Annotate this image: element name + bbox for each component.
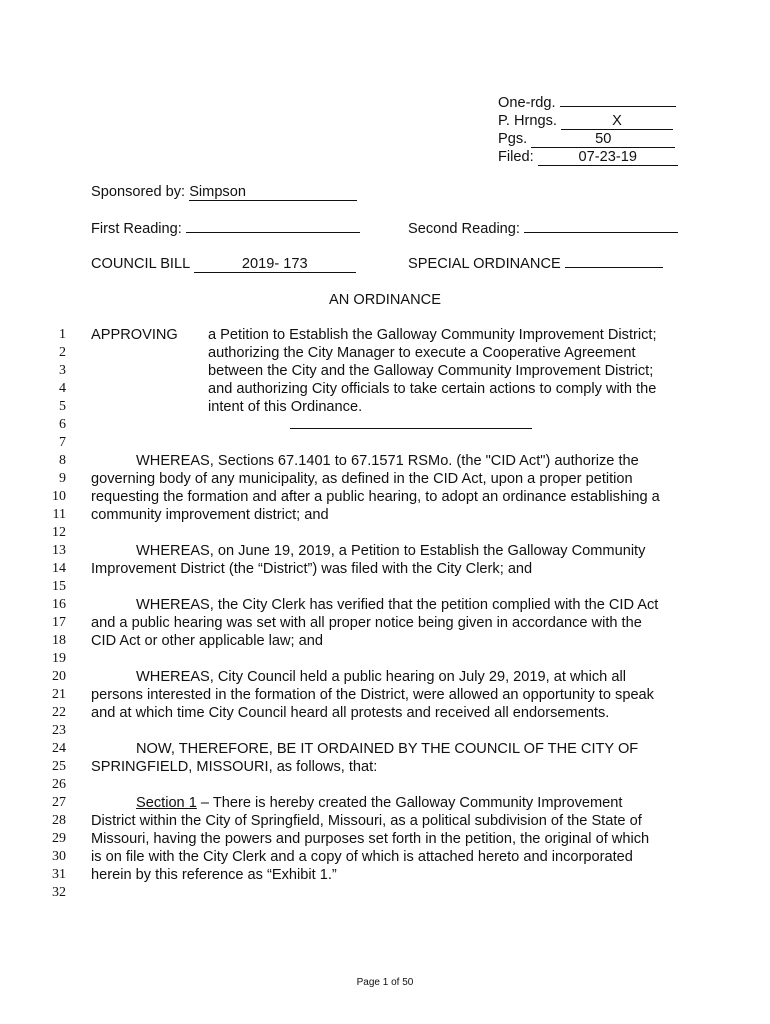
first-reading xyxy=(91,220,360,238)
body-line: WHEREAS, the City Clerk has verified that the petition complied with the CID Act xyxy=(136,597,659,613)
line-number: 16 xyxy=(52,597,66,612)
line-number: 6 xyxy=(59,417,66,432)
body-line: community improvement district; and xyxy=(91,507,329,523)
line-number: 25 xyxy=(52,759,66,774)
page-footer: Page 1 of 50 xyxy=(356,977,414,988)
body-line: WHEREAS, on June 19, 2019, a Petition to Establish the Galloway Community xyxy=(136,543,646,559)
section-1-text: – There is hereby created the Galloway Community Improvement xyxy=(196,795,623,811)
filed-label: Filed: xyxy=(498,149,534,165)
council-bill-label: COUNCIL BILL xyxy=(91,256,190,272)
line-number: 10 xyxy=(52,489,66,504)
body-line: Missouri, having the powers and purposes set forth in the petition, the original of which xyxy=(91,831,650,847)
filed-value: 07-23-19 xyxy=(538,150,678,166)
line-number: 32 xyxy=(52,885,66,900)
line-number: 13 xyxy=(52,543,66,558)
body-line: Improvement District (the “District”) was filed with the City Clerk; and xyxy=(91,561,533,577)
line-number: 9 xyxy=(59,471,66,486)
special-ordinance xyxy=(408,255,663,273)
line-number: 19 xyxy=(52,651,66,666)
line-number: 2 xyxy=(59,345,66,360)
second-reading xyxy=(408,220,678,238)
body-line: SPRINGFIELD, MISSOURI, as follows, that: xyxy=(91,759,378,775)
line-number: 20 xyxy=(52,669,66,684)
pgs-label: Pgs. xyxy=(498,131,528,147)
line-number: 3 xyxy=(59,363,66,378)
section-1-heading: Section 1 xyxy=(136,795,197,811)
line-number: 12 xyxy=(52,525,66,540)
line-number: 8 xyxy=(59,453,66,468)
line-number: 17 xyxy=(52,615,66,630)
pgs-value: 50 xyxy=(531,132,675,148)
body-line: is on file with the City Clerk and a copy of which is attached hereto and incorporated xyxy=(91,849,633,865)
sponsor-line xyxy=(91,183,357,201)
section-1-first-line xyxy=(136,794,622,812)
special-ordinance-label: SPECIAL ORDINANCE xyxy=(408,256,561,272)
body-line: CID Act or other applicable law; and xyxy=(91,633,324,649)
second-reading-label: Second Reading: xyxy=(408,221,520,237)
line-number: 7 xyxy=(59,435,66,450)
line-number: 24 xyxy=(52,741,66,756)
one-rdg-value xyxy=(560,106,676,107)
line-number: 23 xyxy=(52,723,66,738)
line-number: 30 xyxy=(52,849,66,864)
header-one-rdg xyxy=(498,94,676,112)
line-number: 29 xyxy=(52,831,66,846)
line-number: 22 xyxy=(52,705,66,720)
line-number: 11 xyxy=(52,507,66,522)
line-number: 28 xyxy=(52,813,66,828)
second-reading-value xyxy=(524,232,678,233)
line-number: 4 xyxy=(59,381,66,396)
p-hrngs-value: X xyxy=(561,114,673,130)
caption-line: a Petition to Establish the Galloway Community Improvement District; xyxy=(208,327,657,343)
line-number: 18 xyxy=(52,633,66,648)
header-filed xyxy=(498,148,678,166)
sponsor-value: Simpson xyxy=(189,185,357,201)
body-line: District within the City of Springfield, Missouri, as a political subdivision of the State of xyxy=(91,813,642,829)
special-ordinance-value xyxy=(565,267,663,268)
first-reading-label: First Reading: xyxy=(91,221,182,237)
line-number: 21 xyxy=(52,687,66,702)
caption-divider xyxy=(290,428,532,429)
caption-line: and authorizing City officials to take certain actions to comply with the xyxy=(208,381,657,397)
line-number: 15 xyxy=(52,579,66,594)
sponsor-label: Sponsored by: xyxy=(91,184,186,200)
one-rdg-label: One-rdg. xyxy=(498,95,556,111)
header-pgs xyxy=(498,130,675,148)
body-line: NOW, THEREFORE, BE IT ORDAINED BY THE COUNCIL OF THE CITY OF xyxy=(136,741,639,757)
caption-line: between the City and the Galloway Community Improvement District; xyxy=(208,363,654,379)
p-hrngs-label: P. Hrngs. xyxy=(498,113,557,129)
council-bill xyxy=(91,255,356,273)
body-line: requesting the formation and after a public hearing, to adopt an ordinance establishing a xyxy=(91,489,660,505)
body-line: and a public hearing was set with all proper notice being given in accordance with the xyxy=(91,615,642,631)
document-title: AN ORDINANCE xyxy=(329,292,441,308)
caption-line: intent of this Ordinance. xyxy=(208,399,363,415)
body-line: WHEREAS, Sections 67.1401 to 67.1571 RSMo. (the "CID Act") authorize the xyxy=(136,453,639,469)
line-number: 27 xyxy=(52,795,66,810)
council-bill-value: 2019- 173 xyxy=(194,257,356,273)
caption-verb: APPROVING xyxy=(91,327,178,343)
body-line: governing body of any municipality, as defined in the CID Act, upon a proper petition xyxy=(91,471,633,487)
line-number: 14 xyxy=(52,561,66,576)
body-line: and at which time City Council heard all protests and received all endorsements. xyxy=(91,705,610,721)
line-number: 31 xyxy=(52,867,66,882)
line-number: 5 xyxy=(59,399,66,414)
caption-line: authorizing the City Manager to execute a Cooperative Agreement xyxy=(208,345,636,361)
line-number: 26 xyxy=(52,777,66,792)
first-reading-value xyxy=(186,232,360,233)
line-number: 1 xyxy=(59,327,66,342)
header-p-hrngs xyxy=(498,112,673,130)
body-line: persons interested in the formation of the District, were allowed an opportunity to speak xyxy=(91,687,654,703)
body-line: herein by this reference as “Exhibit 1.” xyxy=(91,867,337,883)
body-line: WHEREAS, City Council held a public hearing on July 29, 2019, at which all xyxy=(136,669,626,685)
